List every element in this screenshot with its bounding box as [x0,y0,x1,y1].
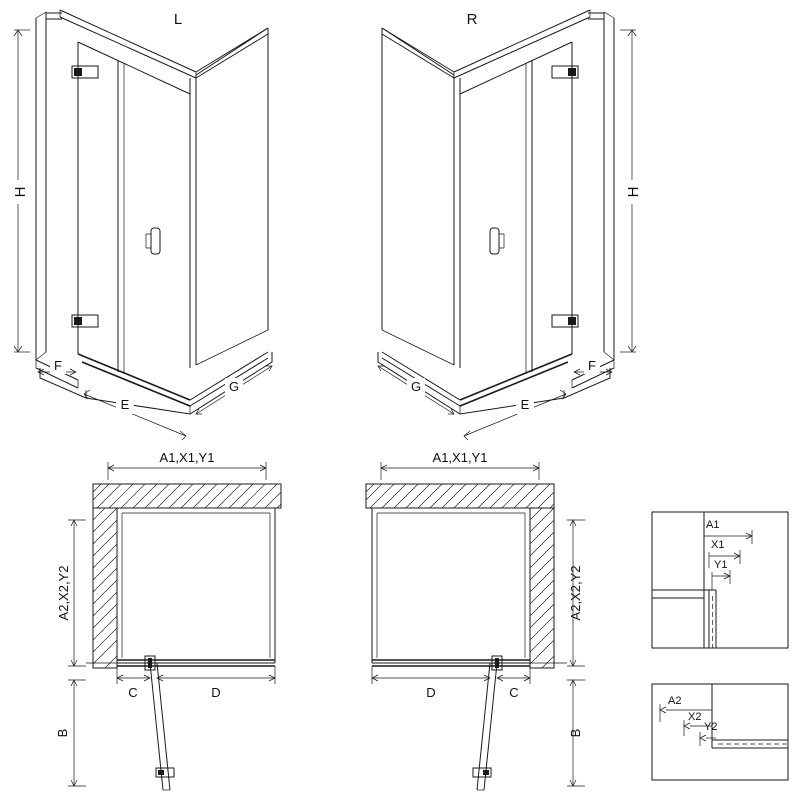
iso-left-dim-f: F [54,358,62,373]
detail-top-dim-a1: A1 [706,519,720,531]
iso-view-right [378,10,642,440]
plan-right-dim-b: B [568,728,583,738]
iso-right-dim-h: H [625,186,642,198]
iso-left-label: L [173,11,183,28]
plan-left-dim-b: B [55,728,70,738]
iso-right-dim-f: F [588,358,596,373]
plan-left-dim-c: C [128,685,138,700]
detail-view-bottom [652,684,788,780]
plan-view-left [55,450,281,790]
detail-bottom-dim-x2: X2 [688,711,702,723]
iso-right-dim-e: E [520,397,530,412]
detail-top-dim-x1: X1 [711,539,725,551]
iso-left-dim-h: H [12,186,29,198]
iso-left-dim-g: G [228,379,240,394]
iso-right-label: R [466,11,478,28]
detail-top-dim-y1: Y1 [714,559,728,571]
plan-right-dim-a1x1y1: A1,X1,Y1 [432,450,488,465]
plan-left-dim-d: D [211,685,221,700]
detail-bottom-dim-y2: Y2 [704,721,718,733]
plan-right-dim-d: D [426,685,436,700]
iso-right-dim-g: G [410,379,422,394]
detail-view-top [652,512,788,648]
plan-left-dim-a2x2y2: A2,X2,Y2 [56,565,71,621]
iso-left-dim-e: E [120,397,130,412]
plan-left-dim-a1x1y1: A1,X1,Y1 [159,450,215,465]
detail-bottom-dim-a2: A2 [668,695,682,707]
plan-right-dim-c: C [509,685,519,700]
iso-view-left [9,10,272,440]
plan-view-right [366,450,585,790]
plan-right-dim-a2x2y2: A2,X2,Y2 [568,565,583,621]
